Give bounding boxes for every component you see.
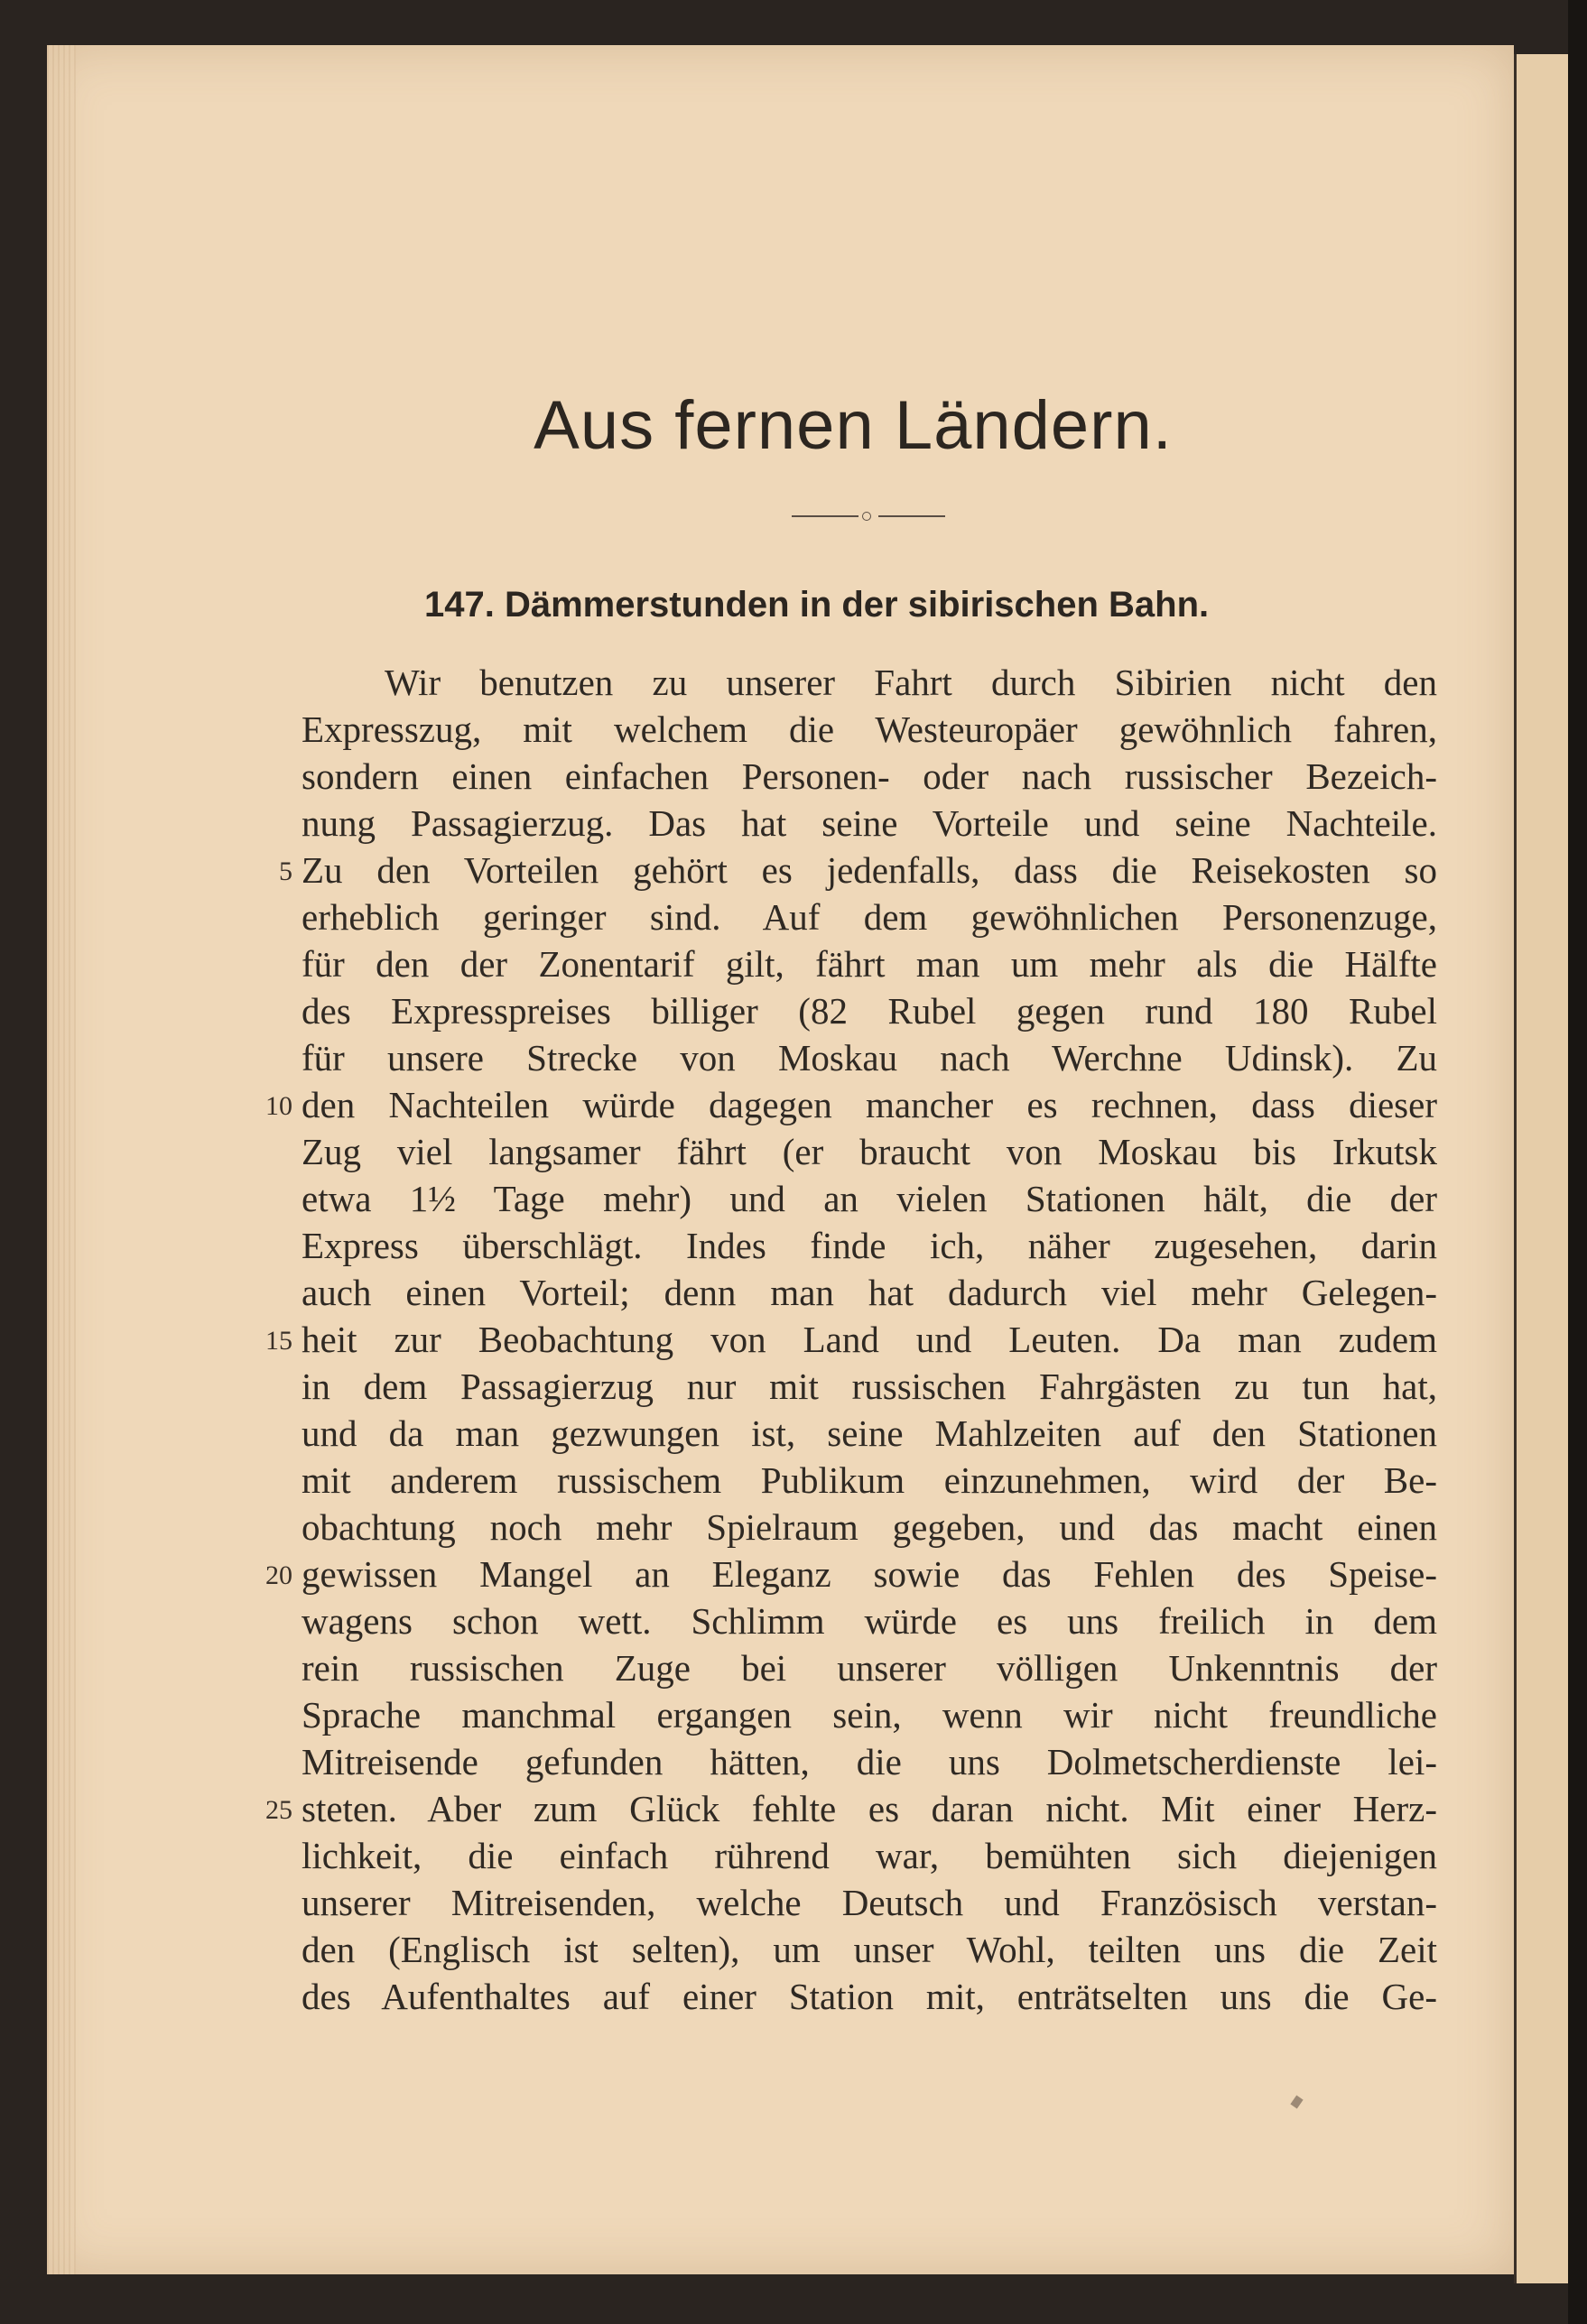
text-line: des Expresspreises billiger (82 Rubel gegen rund 180 Rubel <box>302 990 1437 1032</box>
text-line: sondern einen einfachen Personen- oder nach russischer Bezeich- <box>302 755 1437 797</box>
text-line: Expresszug, mit welchem die Westeuropäer gewöhnlich fahren, <box>302 708 1437 750</box>
text-line: Sprache manchmal ergangen sein, wenn wir nicht freundliche <box>302 1694 1437 1736</box>
text-line: den Nachteilen würde dagegen mancher es rechnen, dass dieser <box>302 1084 1437 1125</box>
page-edges <box>47 45 76 2274</box>
text-line: mit anderem russischem Publikum einzunehmen, wird der Be- <box>302 1459 1437 1501</box>
text-line: Zu den Vorteilen gehört es jedenfalls, dass die Reisekosten so <box>302 849 1437 891</box>
text-line: für den der Zonentarif gilt, fährt man um mehr als die Hälfte <box>302 943 1437 985</box>
text-line: etwa 1½ Tage mehr) und an vielen Stationen hält, die der <box>302 1178 1437 1219</box>
text-line: auch einen Vorteil; denn man hat dadurch viel mehr Gelegen- <box>302 1272 1437 1313</box>
text-line: unserer Mitreisenden, welche Deutsch und Französisch verstan- <box>302 1882 1437 1923</box>
scan-border <box>1568 0 1587 2324</box>
line-number: 25 <box>265 1795 292 1825</box>
text-line: Wir benutzen zu unserer Fahrt durch Sibirien nicht den <box>385 662 1437 703</box>
text-line: des Aufenthaltes auf einer Station mit, enträtselten uns die Ge- <box>302 1976 1437 2017</box>
text-line: obachtung noch mehr Spielraum gegeben, und das macht einen <box>302 1506 1437 1548</box>
text-line: gewissen Mangel an Eleganz sowie das Fehlen des Speise- <box>302 1553 1437 1595</box>
text-line: nung Passagierzug. Das hat seine Vorteile und seine Nachteile. <box>302 802 1437 844</box>
chapter-title: Aus fernen Ländern. <box>534 387 1173 464</box>
text-line: den (Englisch ist selten), um unser Wohl, teilten uns die Zeit <box>302 1929 1437 1970</box>
text-line: für unsere Strecke von Moskau nach Werchne Udinsk). Zu <box>302 1037 1437 1079</box>
line-number: 20 <box>265 1560 292 1590</box>
section-heading: 147. Dämmerstunden in der sibirischen Bahn. <box>424 585 1210 625</box>
line-number: 15 <box>265 1326 292 1356</box>
text-line: Mitreisende gefunden hätten, die uns Dolmetscherdienste lei- <box>302 1741 1437 1782</box>
text-line: lichkeit, die einfach rührend war, bemühten sich diejenigen <box>302 1835 1437 1876</box>
text-line: wagens schon wett. Schlimm würde es uns freilich in dem <box>302 1600 1437 1642</box>
line-number: 10 <box>265 1091 292 1121</box>
text-line: Zug viel langsamer fährt (er braucht von Moskau bis Irkutsk <box>302 1131 1437 1172</box>
text-line: erheblich geringer sind. Auf dem gewöhnlichen Personenzuge, <box>302 896 1437 938</box>
text-line: und da man gezwungen ist, seine Mahlzeiten auf den Stationen <box>302 1412 1437 1454</box>
line-number: 5 <box>279 856 292 886</box>
text-line: rein russischen Zuge bei unserer völligen Unkenntnis der <box>302 1647 1437 1689</box>
text-line: Express überschlägt. Indes finde ich, näher zugesehen, darin <box>302 1225 1437 1266</box>
text-line: steten. Aber zum Glück fehlte es daran nicht. Mit einer Herz- <box>302 1788 1437 1829</box>
text-line: heit zur Beobachtung von Land und Leuten. Da man zudem <box>302 1319 1437 1360</box>
text-line: in dem Passagierzug nur mit russischen Fahrgästen zu tun hat, <box>302 1366 1437 1407</box>
ornament-divider <box>792 510 945 523</box>
